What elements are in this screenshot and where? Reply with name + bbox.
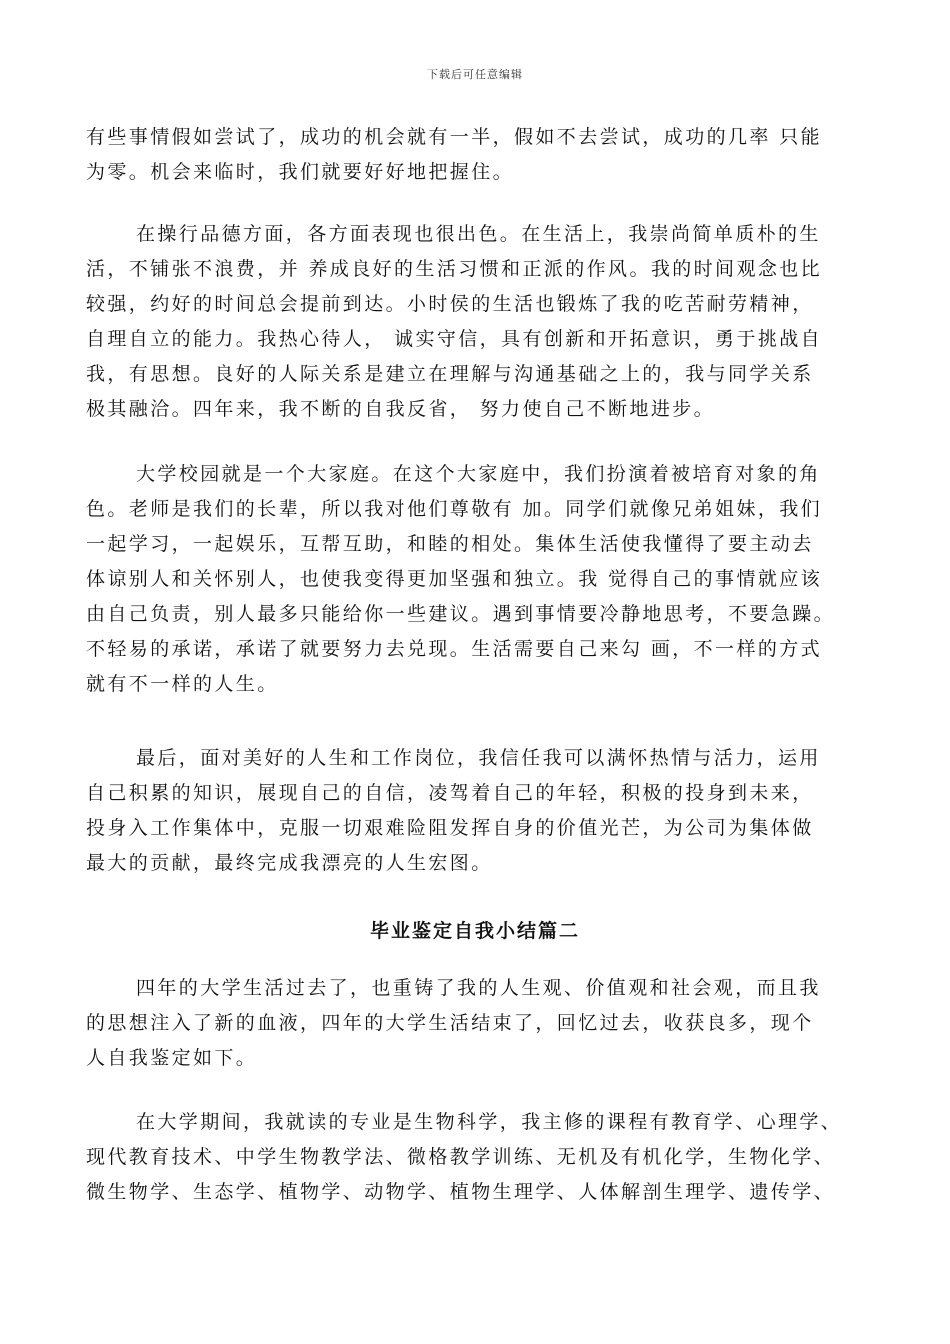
text-line: 最后，面对美好的人生和工作岗位，我信任我可以满怀热情与活力，运用 bbox=[136, 747, 821, 769]
text-line: 为零。机会来临时，我们就要好好地把握住。 bbox=[86, 161, 515, 183]
text-line: 我，有思想。良好的人际关系是建立在理解与沟通基础之上的，我与同学关系 bbox=[86, 363, 814, 385]
paragraph-3 bbox=[86, 457, 862, 702]
text-line: 四年的大学生活过去了，也重铸了我的人生观、价值观和社会观，而且我 bbox=[136, 977, 821, 999]
text-line: 自己积累的知识，展现自己的自信，凌驾着自己的年轻，积极的投身到未来， bbox=[86, 782, 814, 804]
text-line: 大学校园就是一个大家庭。在这个大家庭中，我们扮演着被培育对象的角 bbox=[136, 463, 821, 485]
text-line: 微生物学、生态学、植物学、动物学、植物生理学、人体解剖生理学、遗传学、 bbox=[86, 1181, 836, 1203]
section-title: 毕业鉴定自我小结篇二 bbox=[369, 920, 580, 942]
section-paragraph-2 bbox=[86, 1105, 862, 1210]
text-line: 不轻易的承诺，承诺了就要努力去兑现。生活需要自己来勾 画，不一样的方式 bbox=[86, 638, 823, 660]
text-line: 由自己负责，别人最多只能给你一些建议。遇到事情要冷静地思考，不要急躁。 bbox=[86, 603, 836, 625]
text-line: 现代教育技术、中学生物教学法、微格教学训练、无机及有机化学，生物化学、 bbox=[86, 1146, 836, 1168]
page-header: 下载后可任意编辑 bbox=[427, 68, 523, 81]
text-line: 的思想注入了新的血液，四年的大学生活结束了，回忆过去，收获良多，现个 bbox=[86, 1012, 814, 1034]
paragraph-2 bbox=[86, 217, 862, 427]
text-line: 体谅别人和关怀别人，也使我变得更加坚强和独立。我 觉得自己的事情就应该 bbox=[86, 568, 823, 590]
text-line: 最大的贡献，最终完成我漂亮的人生宏图。 bbox=[86, 852, 493, 874]
text-line: 在操行品德方面，各方面表现也很出色。在生活上，我崇尚简单质朴的生 bbox=[136, 223, 821, 245]
text-line: 一起学习，一起娱乐，互帮互助，和睦的相处。集体生活使我懂得了要主动去 bbox=[86, 533, 814, 555]
text-line: 自理自立的能力。我热心待人， 诚实守信，具有创新和开拓意识，勇于挑战自 bbox=[86, 328, 823, 350]
text-line: 就有不一样的人生。 bbox=[86, 673, 279, 695]
paragraph-4 bbox=[86, 741, 862, 881]
text-line: 活，不铺张不浪费，并 养成良好的生活习惯和正派的作风。我的时间观念也比 bbox=[86, 258, 823, 280]
paragraph-1 bbox=[86, 120, 862, 190]
text-line: 在大学期间，我就读的专业是生物科学，我主修的课程有教育学、心理学、 bbox=[136, 1111, 843, 1133]
text-line: 较强，约好的时间总会提前到达。小时侯的生活也锻炼了我的吃苦耐劳精神， bbox=[86, 293, 814, 315]
section-paragraph-1 bbox=[86, 971, 862, 1076]
text-line: 色。老师是我们的长辈，所以我对他们尊敬有 加。同学们就像兄弟姐妹，我们 bbox=[86, 498, 823, 520]
text-line: 有些事情假如尝试了，成功的机会就有一半，假如不去尝试，成功的几率 只能 bbox=[86, 126, 823, 148]
text-line: 投身入工作集体中，克服一切艰难险阻发挥自身的价值光芒，为公司为集体做 bbox=[86, 817, 814, 839]
text-line: 人自我鉴定如下。 bbox=[86, 1047, 258, 1069]
text-line: 极其融洽。四年来，我不断的自我反省， 努力使自己不断地进步。 bbox=[86, 398, 716, 420]
